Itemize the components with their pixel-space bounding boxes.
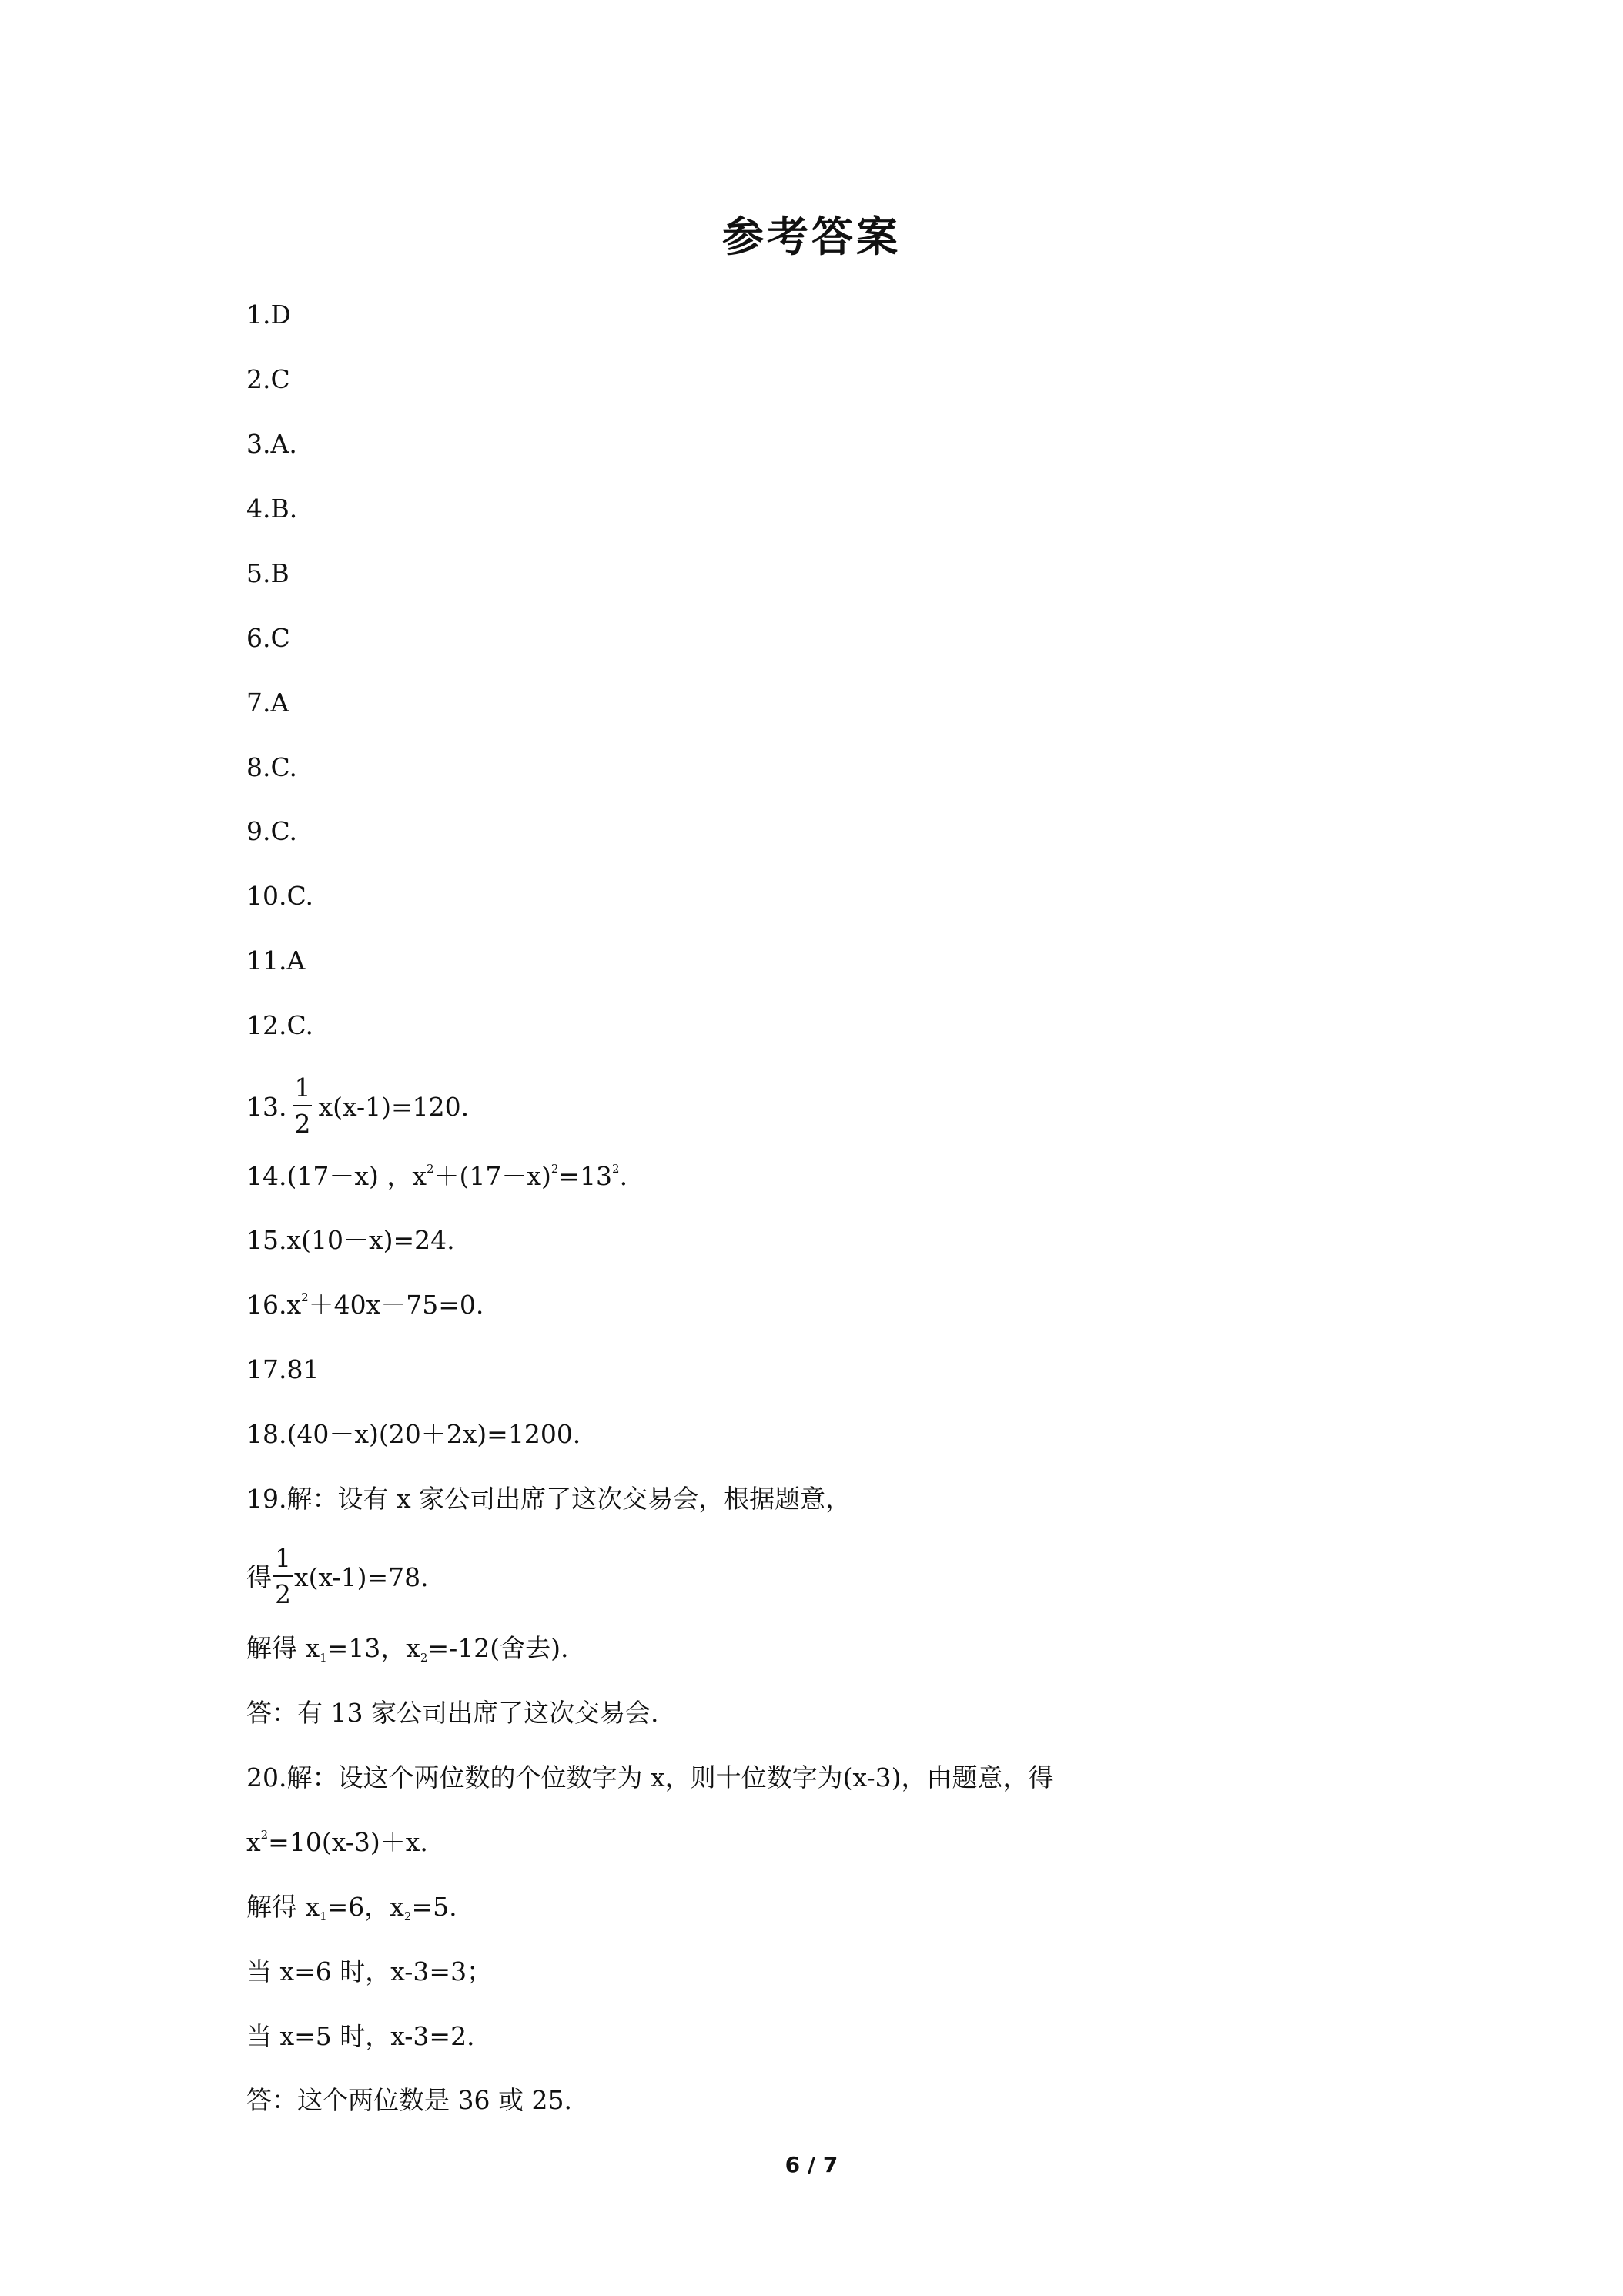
answer-16-part: 16.x [246, 1290, 302, 1320]
answer-20-part: x [246, 1827, 261, 1857]
fraction-numerator: 1 [273, 1545, 293, 1577]
answer-1: 1.D [246, 300, 291, 330]
answer-14-part: 14.(17－x) ，x [246, 1161, 427, 1191]
answer-2: 2.C [246, 364, 290, 394]
superscript: 2 [301, 1290, 309, 1304]
answer-20-line-2 [246, 1819, 428, 1866]
answer-7: 7.A [246, 688, 289, 718]
fraction-denominator: 2 [294, 1109, 311, 1139]
answer-6: 6.C [246, 623, 290, 653]
subscript: 1 [320, 1651, 327, 1665]
answer-13-rest: x(x-1)=120. [318, 1092, 470, 1122]
answer-20-part: =10(x-3)＋x. [268, 1827, 428, 1857]
answer-5: 5.B [246, 558, 289, 588]
page-title: 参考答案 [722, 213, 901, 261]
answer-10: 10.C. [246, 881, 314, 911]
answer-20-line-3 [246, 1883, 457, 1931]
answer-14-part: =13 [558, 1161, 613, 1191]
superscript: 2 [550, 1162, 559, 1176]
answer-19-line-2 [246, 1543, 429, 1609]
answer-20-part: =6，x [326, 1892, 404, 1922]
page-number: 6 / 7 [785, 2152, 838, 2177]
answer-19-line-3 [246, 1625, 569, 1672]
answer-19-part: =-12(舍去). [427, 1633, 569, 1663]
answer-14 [246, 1153, 627, 1200]
answer-19-part: =13，x [326, 1633, 420, 1663]
fraction-half [273, 1545, 293, 1607]
answer-11: 11.A [246, 946, 306, 976]
answer-20-part: 解得 x [246, 1892, 320, 1922]
answer-12: 12.C. [246, 1010, 314, 1040]
answer-20-part: =5. [411, 1892, 457, 1922]
answer-8: 8.C. [246, 752, 298, 782]
answer-13 [246, 1073, 470, 1139]
subscript: 1 [320, 1909, 327, 1923]
fraction-half [293, 1073, 312, 1139]
answer-16-part: ＋40x－75=0. [308, 1290, 484, 1320]
answer-20-line-1: 20.解：设这个两位数的个位数字为 x，则十位数字为(x-3)，由题意，得 [246, 1762, 1054, 1792]
fraction-numerator: 1 [293, 1075, 312, 1106]
answer-13-prefix: 13. [246, 1092, 287, 1122]
answer-4: 4.B. [246, 494, 298, 524]
answer-14-part: . [619, 1161, 628, 1191]
superscript: 2 [426, 1162, 434, 1176]
answer-19-line-4: 答：有 13 家公司出席了这次交易会. [246, 1698, 659, 1728]
answer-16 [246, 1281, 484, 1329]
answer-18: 18.(40－x)(20＋2x)=1200. [246, 1419, 581, 1449]
answer-17: 17.81 [246, 1354, 320, 1384]
answer-19-part: 解得 x [246, 1633, 320, 1663]
subscript: 2 [420, 1651, 428, 1665]
superscript: 2 [612, 1162, 620, 1176]
answer-19-prefix: 得 [246, 1562, 272, 1592]
answer-20-line-5: 当 x=5 时，x-3=2. [246, 2021, 475, 2051]
answer-14-part: ＋(17－x) [433, 1161, 551, 1191]
answer-20-line-4: 当 x=6 时，x-3=3； [246, 1956, 493, 1986]
subscript: 2 [403, 1909, 412, 1923]
answer-19-line-1: 19.解：设有 x 家公司出席了这次交易会，根据题意， [246, 1484, 852, 1514]
answer-20-line-6: 答：这个两位数是 36 或 25. [246, 2085, 572, 2115]
answer-19-equation: x(x-1)=78. [294, 1562, 429, 1592]
fraction-denominator: 2 [275, 1579, 291, 1609]
answer-9: 9.C. [246, 816, 298, 846]
answer-3: 3.A. [246, 429, 297, 459]
answer-15: 15.x(10－x)=24. [246, 1225, 455, 1255]
superscript: 2 [260, 1828, 269, 1842]
